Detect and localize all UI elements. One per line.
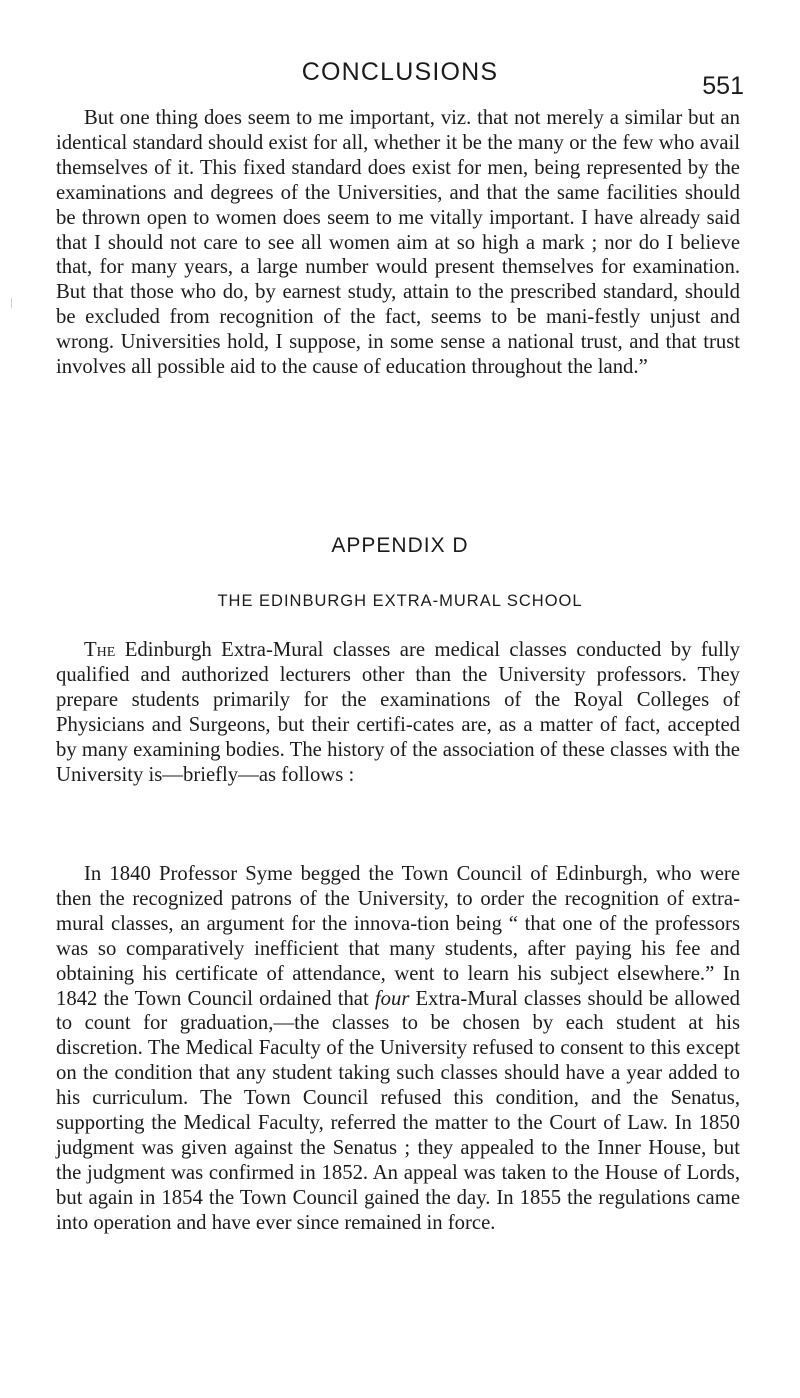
paragraph-lead-word: The (84, 639, 116, 661)
appendix-heading: APPENDIX D (331, 534, 469, 557)
appendix-paragraph-1 (56, 638, 740, 787)
paragraph-2-text-start: In 1840 Professor Syme begged the Town Council of Edinburgh, who were then the recognized patrons of the University, to order the recognition of extra-mural classes, an argument for the innova-tion being “ that one of the professors was so comparatively inefficient that many students, after paying his fee and obtaining his certificate of attendance, went to learn his subject elsewhere.” In 1842 the Town Council ordained that (56, 863, 740, 1010)
scan-mark (11, 298, 12, 308)
running-head (0, 58, 800, 108)
italic-emphasis: four (374, 987, 410, 1010)
continued-paragraph: But one thing does seem to me important, viz. that not merely a similar but an identical standard should exist for all, whether it be the many or the few who avail themselves of it. This fixed standard does exist for men, being represented by the examinations and degrees of the Universities, and that the same facilities should be thrown open to women does seem to me vitally important. I have already said that I should not care to see all women aim at so high a mark ; nor do I believe that, for many years, a large number would present themselves for examination. But that those who do, by earnest study, attain to the prescribed standard, should be excluded from recognition of the fact, seems to be mani-festly unjust and wrong. Universities hold, I suppose, in some sense a national trust, and that trust involves all possible aid to the cause of education throughout the land.” (56, 107, 740, 379)
running-title: CONCLUSIONS (301, 58, 499, 86)
appendix-subheading: THE EDINBURGH EXTRA-MURAL SCHOOL (217, 592, 583, 610)
appendix-paragraph-2 (56, 862, 740, 1236)
paragraph-1-text: Edinburgh Extra-Mural classes are medical classes conducted by fully qualified and authorized lecturers other than the University professors. They prepare students primarily for the examinations of the Royal Colleges of Physicians and Surgeons, but their certifi-cates are, as a matter of fact, accepted by many examining bodies. The history of the association of these classes with the University is—briefly—as follows : (56, 639, 740, 786)
paragraph-2-text-end: Extra-Mural classes should be allowed to count for graduation,—the classes to be chosen by each student at his discretion. The Medical Faculty of the University refused to consent to this except on the condition that any student taking such classes should have a year added to his curriculum. The Town Council refused this condition, and the Senatus, supporting the Medical Faculty, referred the matter to the Court of Law. In 1850 judgment was given against the Senatus ; they appealed to the Inner House, but the judgment was confirmed in 1852. An appeal was taken to the House of Lords, but again in 1854 the Town Council gained the day. In 1855 the regulations came into operation and have ever since remained in force. (56, 987, 741, 1234)
page-number: 551 (702, 72, 744, 100)
